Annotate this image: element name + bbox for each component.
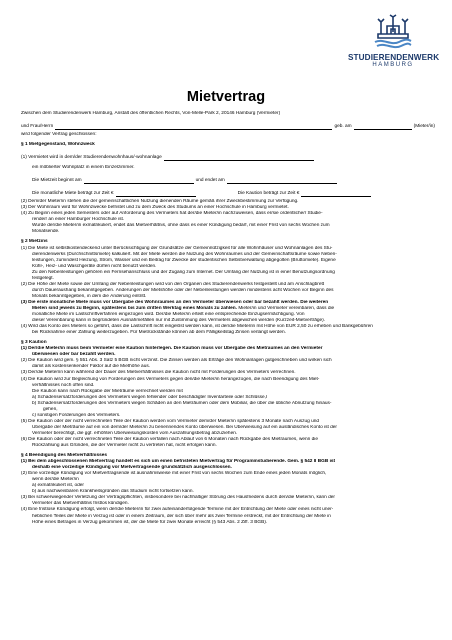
s2-line: bei Rücknahme einer Zahlung weiterzugeben. Für Mietrückstände können ab dem Fälligkeitstag Zinsen verlangt werden. xyxy=(32,330,286,336)
s4-line: (3) Bei schwerwiegender Verletzung der Vertragspflichten, insbesondere bei nachhaltiger Störung des Hausfriedens durch den/die Mieter/in, kann der xyxy=(21,495,335,501)
s1-line: Monatsende. xyxy=(32,229,60,235)
deposit-amount-field[interactable] xyxy=(301,191,371,197)
s3-line: verhältnisses noch offen sind. xyxy=(32,382,95,388)
residence-field-row xyxy=(21,152,435,161)
rent-label: Die monatliche Miete beträgt zur Zeit € xyxy=(32,191,114,197)
s2-line: (4) Wird das Konto des Mieters so geführt, dass die Lastschrift nicht eingelöst werden kann, ist der/die Mieter/in mit Höhe von EUR 2,50 zu erheben und Bankgebühren xyxy=(21,324,373,330)
s2-line: (2) Die Höhe der Miete sowie der Umfang der Nebenleistungen wird von den Organen des Studierendenwerks festgestellt und am Anschlagbrett xyxy=(21,281,325,287)
s3-line: (4) Die Kaution wird zur Begleichung von Forderungen des Vermieters gegen den/die Mieter/in herangezogen, die nach Beendigung des Miet- xyxy=(21,376,320,382)
rent-end-label: und endet am xyxy=(195,178,225,184)
contract-body xyxy=(21,111,435,526)
s3-bold-line: überwiesen oder bar bezahlt werden. xyxy=(32,352,116,358)
s3-line: a) Schadensersatzforderungen des Vermieters wegen fehlender oder beschädigter Inventarteile oder Schlüsse,l xyxy=(32,394,268,400)
section-4-heading: § 4 Beendigung des Mietverhältnisses xyxy=(21,453,108,459)
rent-period-row xyxy=(21,175,435,184)
s3-line: damit als kostensenkender Faktor auf die Miethöhe aus. xyxy=(32,364,151,370)
s2-bold-line: Mieten sind jeweils zu Beginn, spätestens bis zum dritten Werktag eines Monats zu zahlen. xyxy=(32,305,237,311)
s4-line: b) aus nachweisbaren Krankheitsgründen das Studium nicht fortsetzen kann. xyxy=(32,489,194,495)
s4-line: heblichen Teiles der Miete in Verzug ist oder in einem Zeitraum, der sich über mehr als zwei Termine erstreckt, mit der Entrichtung der Miete in xyxy=(32,513,331,519)
rent-start-label: Die Mietzeit beginnt am xyxy=(32,178,82,184)
s2-line: leistungen, zumindest Heizung, Strom, Wasser und ein Beitrag für Zwecke der studentischen Selbstverwaltung abgegolten (Bruttomiete). Eigene xyxy=(32,257,336,263)
section-3-heading: § 3 Kaution xyxy=(21,340,47,346)
s4-bold-line: deshalb eine vorzeitige Kündigung vor Mietvertragsende grundsätzlich ausgeschlossen. xyxy=(32,465,232,471)
rent-end-field[interactable] xyxy=(227,178,337,184)
studierendenwerk-logo xyxy=(348,14,438,68)
rent-amount-field[interactable] xyxy=(116,191,196,197)
residence-label: (1) Vermietet wird in dem/der Studierendenwohnhaus/-wohnanlage xyxy=(21,155,162,161)
s1-line: (2) Dem/der Mieter/in stehen die der gemeinschaftlichen Nutzung dienenden Räume gemäß ihrer Zweckbestimmung zur Verfügung. xyxy=(21,199,299,205)
s4-line: Höhe eines Betrages in Verzug gekommen ist, der die Miete für zwei Monate erreicht (§ 543 Abs. 2 Ziff. 3 BGB). xyxy=(32,519,268,525)
s2-bold-line: (3) Die erste monatliche Miete muss vor Übergabe des Wohnraumes an den Vermieter überwiesen oder bar bezahlt werden. Die weiteren xyxy=(21,299,329,305)
s2-line: durch Dauerausharig bekanntgegeben. Änderungen der Mietshöhe oder der Nebenleistungen werden mindestens acht Wochen vor Beginn des xyxy=(32,287,334,293)
document-title: Mietvertrag xyxy=(186,89,266,105)
deposit-label: Die Kaution beträgt zur Zeit € xyxy=(237,191,300,197)
s4-bold-line: (1) Bei dem abgeschlossenen Mietvertrag handelt es sich um einen befristeten Mietvertrag für Programmstudierende. Gem. § 542 II BGB ist xyxy=(21,459,336,465)
s4-line: wenn der/die Mieter/in xyxy=(32,477,79,483)
s3-line: Vermieter berechtigt, die ggf. erhöhten Überweisungskosten vom Auszahlungsbetrag abzuziehen. xyxy=(32,430,238,436)
s2-line: Kühl-, Heiz- und Waschgeräte dürfen nicht benutzt werden. xyxy=(32,263,157,269)
s3-line: Übergabe der Mieträume auf ein von dem/der Mieter/in zu benennendes Konto überwiesen. Bei Überweisung auf ein ausländisches Konto ist der xyxy=(32,424,337,430)
s2-line: dieser Vereinbarung kann in begründeten Ausnahmefällen nur mit Zustimmung des Vermieters abgewichen werden (Kurzzeit-Mietverträge). xyxy=(32,318,326,324)
room-text: ein möblierter Wohnplatz in einem Einzelzimmer. xyxy=(32,165,135,171)
concluded-text: wird folgender Vertrag geschlossen: xyxy=(21,132,97,138)
s3-line: (2) Die Kaution wird gem. § 551 Abs. 3 Satz 5 BGB nicht verzinst. Die Zinsen werden als Erträge den Wohnanlagen gutgeschrieben und wirken sich xyxy=(21,358,332,364)
s3-line: Rückzahlung aus Gründen, die der Vermieter nicht zu vertreten hat, nicht erfolgen kann. xyxy=(32,443,217,449)
s3-line: (6) Die Kaution oder der nicht verrechneten Teile der Kaution verfallen nach Ablauf von 6 Monaten nach Rückgabe des Mietraumes, wenn die xyxy=(21,436,318,442)
s2-line: Monats bekanntgegeben, in dem die Änderung eintritt. xyxy=(32,293,147,299)
residence-field[interactable] xyxy=(164,155,314,161)
tenant-name-field[interactable] xyxy=(55,124,332,130)
s4-line: (4) Eine fristlose Kündigung erfolgt, wenn der/die Mieter/in für zwei aufeinanderfolgende Termine mit der Entrichtung der Miete oder eines nicht uner- xyxy=(21,507,334,513)
s3-line: gehen, xyxy=(43,406,58,412)
birthdate-field[interactable] xyxy=(354,124,412,130)
s3-line: c) sonstigen Forderungen des Vermieters. xyxy=(32,412,121,418)
rent-start-field[interactable] xyxy=(84,178,194,184)
s2-line: dierendenwerks (Durchschnittsmiete) kalkuliert. Mit der Miete werden die Nutzung des Wohnraumes und der Gemeinschaftsräume sowie Neben- xyxy=(32,251,337,257)
s1-line: rende/r an einer Hamburger Hochschule ist. xyxy=(32,217,125,223)
intro-text: Zwischen dem Studierendenwerk Hamburg, Anstalt des öffentlichen Rechts, Von-Melle-Park 2, 20146 Hamburg (Vermieter) xyxy=(21,111,281,116)
s4-line: (2) Eine vorzeitige Kündigung vor Mietvertragsende ist ausnahmsweise mit einer Frist von sechs Wochen zum Ende eines jeden Monats möglich, xyxy=(21,471,327,477)
s4-line: a) exmatrikuliert ist, oder xyxy=(32,483,85,489)
tenant-field-row xyxy=(21,121,435,130)
s1-line: (4) Zu Beginn eines jeden Semesters oder auf Anforderung des Vermieters hat der/die Mieter/in nachzuweisen, dass er/sie ordentliche/r Studie- xyxy=(21,211,323,217)
logo-city: HAMBURG xyxy=(372,62,414,68)
tenant-suffix: (Mieter/in) xyxy=(413,124,435,129)
section-2-heading: § 2 Mietzins xyxy=(21,239,48,245)
s2-line: festgelegt. xyxy=(32,275,54,281)
section-1-heading: § 1 Mietgegenstand, Wohnzweck xyxy=(21,142,95,148)
s1-line: (3) Der Wohnraum wird für Wohnzwecke befristet und zu dem Zweck des Studiums an einer Hochschule in Hamburg vermietet. xyxy=(21,205,289,211)
tenant-label: und Frau/Herrn xyxy=(21,124,54,129)
s3-bold-line: (1) Der/die Mieter/in muss beim Vermieter eine Kaution hinterlegen. Die Kaution muss vor Übergabe des Mietraumes an den Vermieter xyxy=(21,346,323,352)
birthdate-label: geb. am xyxy=(334,124,352,129)
rent-amount-row xyxy=(21,188,435,197)
s3-line: (5) Die Kaution oder der nicht verrechneten Teile der Kaution werden vom Vermieter dem/der Mieter/in spätestens 3 Monate nach Auszug und xyxy=(21,418,320,424)
hamburg-castle-icon xyxy=(373,14,413,52)
s3-line: Die Kaution kann nach Rückgabe der Mieträume verrechnet werden mit xyxy=(32,388,183,394)
s1-line: Wurde der/die Mieter/in exmatrikuliert, endet das Mietverhältnis, ohne dass es einer Kündigung bedarf, mit einer Frist von sechs Wochen zum xyxy=(32,223,330,229)
s2-line: (1) Die Miete ist selbstkostendeckend unter Berücksichtigung der Grundsätze der Gemeinnützigkeit für alle Wohnhäuser und Wohnanlagen des Stu- xyxy=(21,245,333,251)
s3-line: b) Schadensersatzforderungen des Vermieters wegen Schäden an den Mieträumen oder dem Mobiliar, die über die übliche Abnutzung hinaus- xyxy=(32,400,332,406)
s3-line: (3) Der/die Mieter/in kann während der Dauer des Mietverhältnisses die Kaution nicht mit Forderungen des Vermieters verrechnen. xyxy=(21,370,296,376)
s2-line: Zu den Nebenleistungen gehören ein Fernsehanschluss und der Zugang zum Internet. Der Umfang der Nutzung ist in einer Benutzungsordnung xyxy=(32,269,335,275)
s2-bold-tail: Mieter/in und Vermieter vereinbaren, dass die xyxy=(237,305,335,311)
s4-line: Vermieter das Mietverhältnis fristlos kündigen. xyxy=(32,501,129,507)
s2-line: monatliche Miete im Lastschriftverfahren eingezogen wird. Der/die Mieter/in erteilt eine entsprechende Einzugsermächtigung. Von xyxy=(32,312,305,318)
logo-name: STUDIERENDENWERK xyxy=(348,53,440,62)
